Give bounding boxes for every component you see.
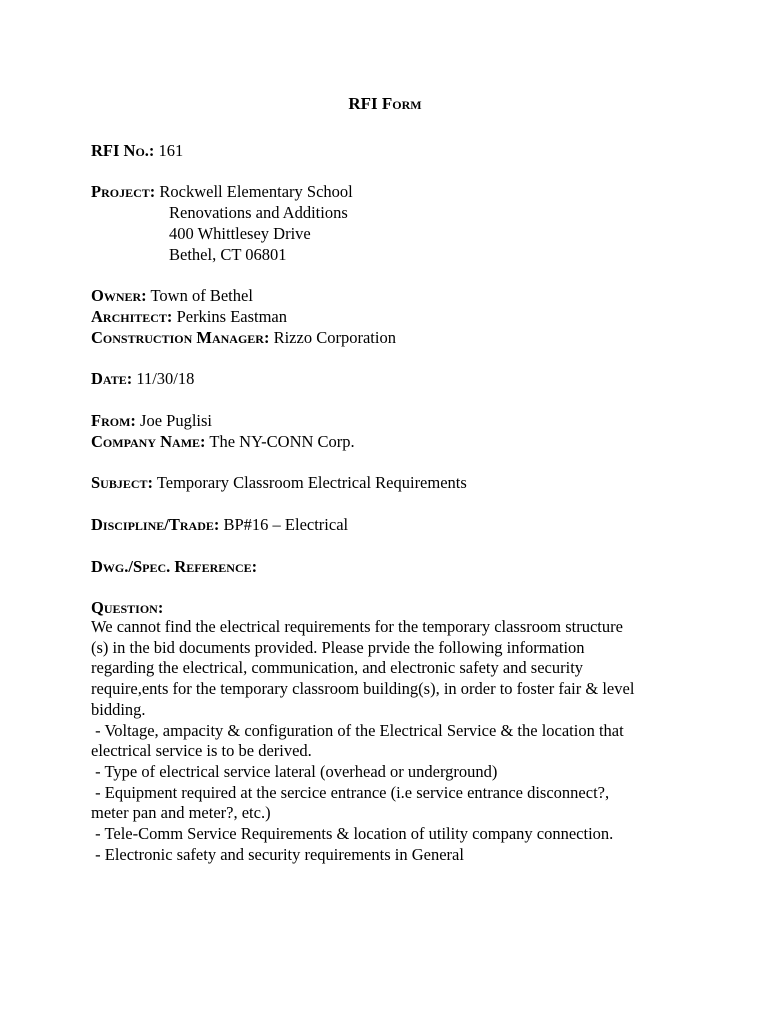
question-line: require,ents for the temporary classroom building(s), in order to foster fair & level [91,679,635,699]
dwg-spec-row [91,556,257,577]
company-row [91,431,355,452]
form-title: RFI Form [348,94,422,113]
rfi-number-value: 161 [158,141,184,160]
project-line-2: Renovations and Additions [169,203,348,222]
question-line: We cannot find the electrical requirements for the temporary classroom structure [91,617,623,636]
owner-value: Town of Bethel [150,286,253,305]
owner-row [91,285,253,306]
question-line: electrical service is to be derived. [91,741,312,761]
project-row [91,181,353,202]
company-label: Company Name: [91,432,206,451]
date-label: Date: [91,369,133,388]
construction-manager-value: Rizzo Corporation [273,328,396,347]
discipline-label: Discipline/Trade: [91,515,220,534]
discipline-value: BP#16 – Electrical [223,515,349,534]
from-label: From: [91,411,136,430]
question-line: - Tele-Comm Service Requirements & location of utility company connection. [91,824,614,844]
rfi-number-row [91,140,183,161]
question-label-row [91,597,163,618]
subject-value: Temporary Classroom Electrical Requirements [156,473,467,492]
discipline-row [91,514,348,535]
owner-label: Owner: [91,286,147,305]
question-line: meter pan and meter?, etc.) [91,803,271,823]
question-body [91,617,681,865]
project-label: Project: [91,182,156,201]
subject-row [91,472,467,493]
question-line: regarding the electrical, communication, and electronic safety and security [91,658,584,678]
from-row [91,410,212,431]
architect-value: Perkins Eastman [176,307,288,326]
date-value: 11/30/18 [136,369,195,388]
date-row [91,368,194,389]
project-line-1: Rockwell Elementary School [159,182,353,201]
subject-label: Subject: [91,473,154,492]
rfi-number-label: RFI No.: [91,141,155,160]
construction-manager-row [91,327,396,348]
project-line-4: Bethel, CT 06801 [169,245,287,264]
construction-manager-label: Construction Manager: [91,328,270,347]
question-line: - Type of electrical service lateral (overhead or underground) [91,761,498,781]
project-line-3: 400 Whittlesey Drive [169,224,311,243]
question-label: Question: [91,598,164,617]
architect-row [91,306,287,327]
question-line: bidding. [91,699,146,719]
question-line: - Electronic safety and security requirements in General [91,844,464,864]
question-line: (s) in the bid documents provided. Please prvide the following information [91,637,585,657]
from-value: Joe Puglisi [140,411,213,430]
question-line: - Voltage, ampacity & configuration of the Electrical Service & the location that [91,720,624,740]
company-value: The NY-CONN Corp. [209,432,355,451]
architect-label: Architect: [91,307,173,326]
question-line: - Equipment required at the sercice entrance (i.e service entrance disconnect?, [91,782,610,802]
dwg-spec-label: Dwg./Spec. Reference: [91,557,258,576]
